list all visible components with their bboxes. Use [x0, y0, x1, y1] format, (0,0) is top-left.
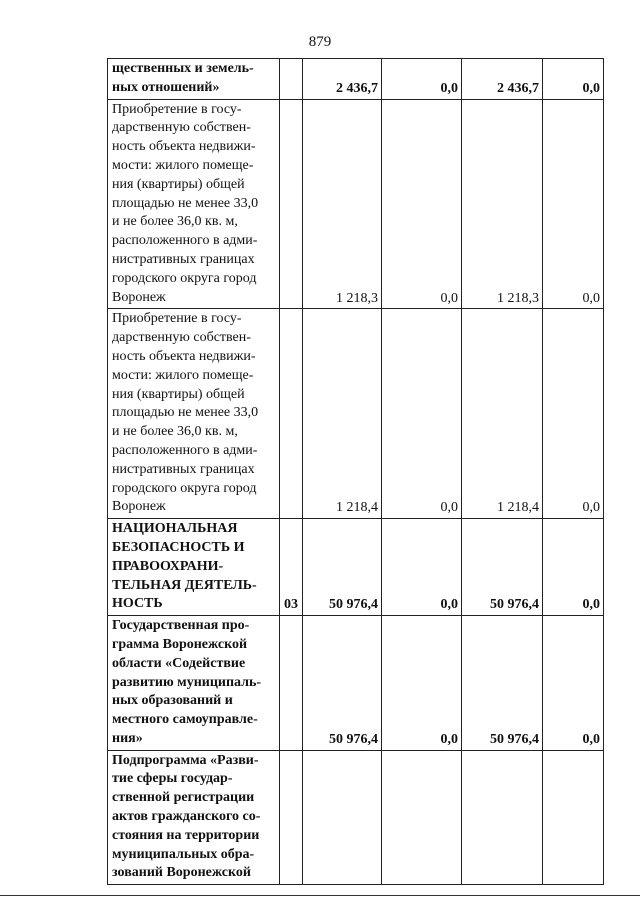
budget-table	[107, 58, 604, 885]
total-amount-cell	[303, 750, 382, 885]
table-row	[108, 309, 604, 519]
section-code-cell	[280, 99, 303, 309]
row-name-cell	[108, 519, 280, 616]
budget-table-body	[108, 59, 604, 885]
row-name-line: ния (квартиры) общей	[112, 386, 245, 402]
row-name-line: мости: жилого помеще-	[112, 367, 254, 383]
row-name-line: ния (квартиры) общей	[112, 176, 245, 192]
row-name-cell	[108, 309, 280, 519]
section-code-cell	[280, 616, 303, 751]
page-number: 879	[308, 34, 332, 50]
row-name-line: Подпрограмма «Разви-	[112, 752, 259, 768]
row-name-line: развитию муниципаль-	[112, 674, 262, 690]
federal-amount-cell: 0,0	[382, 616, 462, 751]
other-amount-cell: 0,0	[543, 616, 604, 751]
row-name-line: площадью не менее 33,0	[112, 195, 259, 211]
row-name-line: БЕЗОПАСНОСТЬ И	[112, 539, 245, 555]
section-code-cell	[280, 59, 303, 100]
row-name-line: ПРАВООХРАНИ-	[112, 558, 224, 574]
row-name-line: стояния на территории	[112, 827, 260, 843]
row-name-cell	[108, 750, 280, 885]
row-name-line: щественных и земель-	[112, 61, 254, 76]
row-name-line: Государственная про-	[112, 618, 250, 634]
row-name-line: ных отношений»	[112, 79, 220, 95]
row-name-line: дарственную собствен-	[112, 120, 251, 136]
row-name-line: расположенного в адми-	[112, 442, 258, 458]
table-row	[108, 750, 604, 885]
section-code-cell	[280, 309, 303, 519]
row-name-line: ность объекта недвижи-	[112, 348, 256, 364]
regional-amount-cell	[462, 750, 543, 885]
row-name-line: и не более 36,0 кв. м,	[112, 424, 238, 440]
table-row	[108, 519, 604, 616]
regional-amount-cell: 50 976,4	[462, 616, 543, 751]
row-name-line: местного самоуправле-	[112, 712, 258, 728]
total-amount-cell: 1 218,4	[303, 309, 382, 519]
row-name-line: Воронеж	[112, 499, 166, 515]
total-amount-cell: 50 976,4	[303, 519, 382, 616]
row-name-line: муниципальных обра-	[112, 846, 255, 862]
row-name-line: Воронеж	[112, 289, 166, 305]
section-code-cell	[280, 750, 303, 885]
federal-amount-cell: 0,0	[382, 59, 462, 100]
row-name-line: области «Содействие	[112, 655, 246, 671]
row-name-line: ТЕЛЬНАЯ ДЕЯТЕЛЬ-	[112, 577, 257, 593]
row-name-cell	[108, 616, 280, 751]
row-name-line: нистративных границах	[112, 461, 255, 477]
row-name-line: дарственную собствен-	[112, 330, 251, 346]
row-name-line: ственной регистрации	[112, 790, 255, 806]
total-amount-cell: 50 976,4	[303, 616, 382, 751]
federal-amount-cell: 0,0	[382, 99, 462, 309]
row-name-line: городского округа город	[112, 480, 257, 496]
other-amount-cell: 0,0	[543, 309, 604, 519]
row-name-line: расположенного в адми-	[112, 233, 258, 249]
row-name-line: НОСТЬ	[112, 596, 163, 612]
other-amount-cell: 0,0	[543, 99, 604, 309]
row-name-line: НАЦИОНАЛЬНАЯ	[112, 521, 238, 537]
row-name-line: и не более 36,0 кв. м,	[112, 214, 238, 230]
row-name-line: городского округа город	[112, 270, 257, 286]
regional-amount-cell: 50 976,4	[462, 519, 543, 616]
total-amount-cell: 1 218,3	[303, 99, 382, 309]
other-amount-cell: 0,0	[543, 59, 604, 100]
regional-amount-cell: 1 218,3	[462, 99, 543, 309]
row-name-line: Приобретение в госу-	[112, 101, 242, 117]
row-name-cell	[108, 59, 280, 100]
row-name-line: актов гражданского со-	[112, 809, 261, 825]
federal-amount-cell: 0,0	[382, 309, 462, 519]
table-row	[108, 59, 604, 100]
regional-amount-cell: 2 436,7	[462, 59, 543, 100]
section-code-cell: 03	[280, 519, 303, 616]
row-name-line: нистративных границах	[112, 251, 255, 267]
federal-amount-cell: 0,0	[382, 519, 462, 616]
regional-amount-cell: 1 218,4	[462, 309, 543, 519]
federal-amount-cell	[382, 750, 462, 885]
row-name-cell	[108, 99, 280, 309]
table-row	[108, 99, 604, 309]
other-amount-cell: 0,0	[543, 519, 604, 616]
row-name-line: площадью не менее 33,0	[112, 405, 259, 421]
row-name-line: зований Воронежской	[112, 865, 251, 881]
row-name-line: ния»	[112, 730, 143, 746]
other-amount-cell	[543, 750, 604, 885]
row-name-line: Приобретение в госу-	[112, 311, 242, 327]
row-name-line: мости: жилого помеще-	[112, 157, 254, 173]
row-name-line: грамма Воронежской	[112, 636, 248, 652]
row-name-line: ность объекта недвижи-	[112, 139, 256, 155]
bottom-rule	[0, 895, 640, 896]
total-amount-cell: 2 436,7	[303, 59, 382, 100]
row-name-line: ных образований и	[112, 693, 233, 709]
table-row	[108, 616, 604, 751]
row-name-line: тие сферы государ-	[112, 771, 233, 787]
